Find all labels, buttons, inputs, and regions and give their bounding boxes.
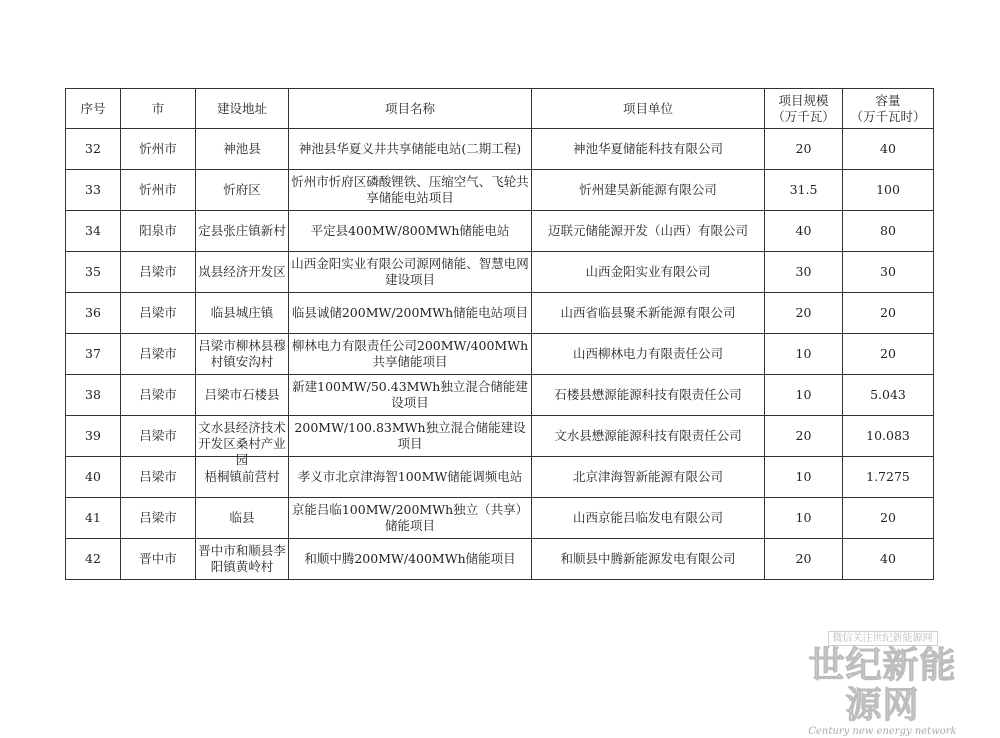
cell-city	[121, 498, 196, 539]
cell-capacity-text: 40	[880, 141, 896, 156]
cell-company	[532, 252, 765, 293]
cell-scale-text: 20	[795, 141, 812, 156]
cell-company-text: 山西柳林电力有限责任公司	[572, 346, 723, 361]
cell-capacity-text: 20	[880, 510, 896, 525]
cell-project	[289, 129, 532, 170]
cell-seq	[66, 170, 121, 211]
cell-scale-text: 20	[795, 551, 812, 566]
cell-address-text: 梧桐镇前营村	[204, 469, 280, 484]
cell-city	[121, 293, 196, 334]
cell-scale	[765, 211, 843, 252]
cell-company-text: 山西金阳实业有限公司	[585, 264, 711, 279]
cell-address-text: 吕梁市柳林县穆村镇安沟村	[198, 338, 286, 369]
cell-project-text: 柳林电力有限责任公司200MW/400MWh共享储能项目	[291, 338, 529, 369]
cell-scale-text: 10	[795, 387, 812, 402]
cell-scale	[765, 539, 843, 580]
cell-address-text: 忻府区	[223, 182, 261, 197]
cell-city	[121, 170, 196, 211]
cell-seq-text: 36	[85, 305, 101, 320]
table-row	[66, 129, 934, 170]
cell-seq-text: 35	[85, 264, 101, 279]
cell-scale-text: 10	[795, 346, 812, 361]
cell-scale-text: 30	[795, 264, 812, 279]
cell-project	[289, 539, 532, 580]
cell-company-text: 山西京能吕临发电有限公司	[572, 510, 723, 525]
cell-city	[121, 457, 196, 498]
cell-project	[289, 457, 532, 498]
cell-city	[121, 129, 196, 170]
cell-company-text: 文水县懋源能源科技有限责任公司	[554, 428, 742, 443]
cell-capacity-text: 80	[880, 223, 896, 238]
cell-company	[532, 416, 765, 457]
cell-project-text: 神池县华夏义井共享储能电站(二期工程)	[298, 141, 522, 156]
table-row	[66, 211, 934, 252]
cell-city	[121, 539, 196, 580]
cell-scale	[765, 252, 843, 293]
cell-city-text: 忻州市	[139, 182, 177, 197]
cell-city-text: 吕梁市	[139, 264, 177, 279]
cell-seq-text: 37	[85, 346, 101, 361]
cell-address-text: 晋中市和顺县李阳镇黄岭村	[198, 543, 286, 574]
cell-company-text: 神池华夏储能科技有限公司	[572, 141, 723, 156]
cell-project	[289, 334, 532, 375]
cell-city-text: 忻州市	[139, 141, 177, 156]
header-address: 建设地址	[196, 89, 289, 129]
cell-city	[121, 211, 196, 252]
cell-city-text: 吕梁市	[139, 428, 177, 443]
cell-capacity	[843, 170, 934, 211]
cell-seq	[66, 252, 121, 293]
cell-company	[532, 457, 765, 498]
cell-scale	[765, 334, 843, 375]
cell-company	[532, 539, 765, 580]
cell-capacity-text: 40	[880, 551, 896, 566]
cell-seq	[66, 539, 121, 580]
cell-capacity-text: 10.083	[866, 428, 910, 443]
header-project: 项目名称	[289, 89, 532, 129]
table-row	[66, 498, 934, 539]
cell-scale-text: 31.5	[789, 182, 818, 197]
cell-city-text: 晋中市	[139, 551, 177, 566]
cell-project	[289, 375, 532, 416]
cell-address	[196, 416, 289, 467]
cell-scale-text: 10	[795, 510, 812, 525]
cell-scale	[765, 375, 843, 416]
cell-scale-text: 40	[795, 223, 812, 238]
cell-company	[532, 375, 765, 416]
cell-address	[196, 334, 289, 375]
cell-company	[532, 170, 765, 211]
cell-address-text: 文水县经济技术开发区桑村产业园	[198, 420, 286, 467]
cell-seq-text: 32	[85, 141, 101, 156]
cell-capacity-text: 20	[880, 305, 896, 320]
cell-project-text: 忻州市忻府区磷酸锂铁、压缩空气、飞轮共享储能电站项目	[291, 174, 529, 205]
cell-project	[289, 498, 532, 539]
table-row	[66, 170, 934, 211]
cell-project-text: 京能吕临100MW/200MWh独立（共享）储能项目	[291, 502, 529, 533]
cell-company-text: 北京津海智新能源有限公司	[572, 469, 723, 484]
cell-city-text: 阳泉市	[139, 223, 177, 238]
cell-city	[121, 416, 196, 457]
cell-city-text: 吕梁市	[139, 346, 177, 361]
cell-seq-text: 39	[85, 428, 101, 443]
cell-address	[196, 539, 289, 580]
table-row	[66, 539, 934, 580]
cell-city	[121, 334, 196, 375]
header-capacity: 容量 （万千瓦时）	[843, 89, 934, 129]
cell-address-text: 临县城庄镇	[210, 305, 274, 320]
cell-address-text: 神池县	[223, 141, 261, 156]
cell-company	[532, 293, 765, 334]
cell-project-text: 200MW/100.83MWh独立混合储能建设项目	[294, 420, 526, 451]
cell-capacity	[843, 334, 934, 375]
cell-city-text: 吕梁市	[139, 510, 177, 525]
cell-city-text: 吕梁市	[139, 305, 177, 320]
cell-project	[289, 252, 532, 293]
cell-company	[532, 129, 765, 170]
cell-seq	[66, 416, 121, 457]
cell-project	[289, 293, 532, 334]
table-row	[66, 416, 934, 457]
cell-capacity	[843, 457, 934, 498]
cell-address-text: 定县张庄镇新村	[198, 223, 286, 238]
cell-address	[196, 498, 289, 539]
cell-project	[289, 211, 532, 252]
cell-seq	[66, 293, 121, 334]
cell-company	[532, 334, 765, 375]
cell-capacity	[843, 252, 934, 293]
cell-seq-text: 40	[85, 469, 101, 484]
cell-scale-text: 20	[795, 305, 812, 320]
cell-seq-text: 41	[85, 510, 101, 525]
cell-scale	[765, 293, 843, 334]
cell-company-text: 迈联元储能源开发（山西）有限公司	[547, 223, 748, 238]
cell-capacity	[843, 375, 934, 416]
cell-city	[121, 375, 196, 416]
cell-seq	[66, 129, 121, 170]
cell-address	[196, 129, 289, 170]
cell-seq	[66, 498, 121, 539]
cell-city-text: 吕梁市	[139, 387, 177, 402]
cell-capacity-text: 5.043	[870, 387, 906, 402]
watermark-logo-text: 世纪新能源网	[808, 645, 957, 726]
cell-scale-text: 20	[795, 428, 812, 443]
cell-capacity	[843, 498, 934, 539]
cell-seq-text: 38	[85, 387, 101, 402]
cell-capacity	[843, 416, 934, 457]
table-row	[66, 252, 934, 293]
cell-company	[532, 498, 765, 539]
cell-scale	[765, 129, 843, 170]
cell-company-text: 山西省临县聚禾新能源有限公司	[560, 305, 736, 320]
cell-company-text: 石楼县懋源能源科技有限责任公司	[554, 387, 742, 402]
cell-project-text: 孝义市北京津海智100MW储能调频电站	[297, 469, 523, 484]
header-seq: 序号	[66, 89, 121, 129]
cell-company	[532, 211, 765, 252]
cell-project-text: 和顺中腾200MW/400MWh储能项目	[304, 551, 516, 566]
watermark	[795, 626, 970, 738]
cell-project-text: 新建100MW/50.43MWh独立混合储能建设项目	[292, 379, 528, 410]
cell-seq-text: 42	[85, 551, 101, 566]
cell-address-text: 临县	[229, 510, 255, 525]
cell-city-text: 吕梁市	[139, 469, 177, 484]
table-row	[66, 457, 934, 498]
watermark-tagline: 微信关注世纪新能源网	[828, 631, 938, 646]
cell-project	[289, 416, 532, 457]
cell-scale-text: 10	[795, 469, 812, 484]
header-city: 市	[121, 89, 196, 129]
cell-company-text: 和顺县中腾新能源发电有限公司	[560, 551, 736, 566]
project-table	[65, 88, 934, 580]
cell-address	[196, 252, 289, 293]
table-row	[66, 375, 934, 416]
table-row	[66, 293, 934, 334]
cell-address	[196, 375, 289, 416]
cell-capacity	[843, 293, 934, 334]
cell-capacity	[843, 129, 934, 170]
cell-seq-text: 33	[85, 182, 101, 197]
cell-project-text: 平定县400MW/800MWh储能电站	[310, 223, 510, 238]
cell-seq-text: 34	[85, 223, 101, 238]
cell-address-text: 吕梁市石楼县	[204, 387, 280, 402]
cell-seq	[66, 457, 121, 498]
cell-address	[196, 211, 289, 252]
watermark-subtitle: Century new energy network	[808, 726, 957, 737]
cell-seq	[66, 334, 121, 375]
cell-project-text: 山西金阳实业有限公司源网储能、智慧电网建设项目	[291, 256, 529, 287]
table-header-row	[66, 89, 934, 129]
cell-project	[289, 170, 532, 211]
table-row	[66, 334, 934, 375]
cell-scale	[765, 498, 843, 539]
cell-project-text: 临县诚储200MW/200MWh储能电站项目	[291, 305, 529, 320]
cell-address	[196, 170, 289, 211]
cell-scale	[765, 170, 843, 211]
cell-capacity	[843, 539, 934, 580]
cell-scale	[765, 457, 843, 498]
cell-address	[196, 293, 289, 334]
header-scale: 项目规模 （万千瓦）	[765, 89, 843, 129]
cell-capacity	[843, 211, 934, 252]
cell-capacity-text: 1.7275	[866, 469, 910, 484]
cell-capacity-text: 20	[880, 346, 896, 361]
cell-seq	[66, 211, 121, 252]
cell-seq	[66, 375, 121, 416]
cell-capacity-text: 100	[876, 182, 900, 197]
cell-address-text: 岚县经济开发区	[198, 264, 286, 279]
cell-city	[121, 252, 196, 293]
header-company: 项目单位	[532, 89, 765, 129]
cell-company-text: 忻州建昊新能源有限公司	[579, 182, 717, 197]
cell-capacity-text: 30	[880, 264, 896, 279]
cell-scale	[765, 416, 843, 457]
